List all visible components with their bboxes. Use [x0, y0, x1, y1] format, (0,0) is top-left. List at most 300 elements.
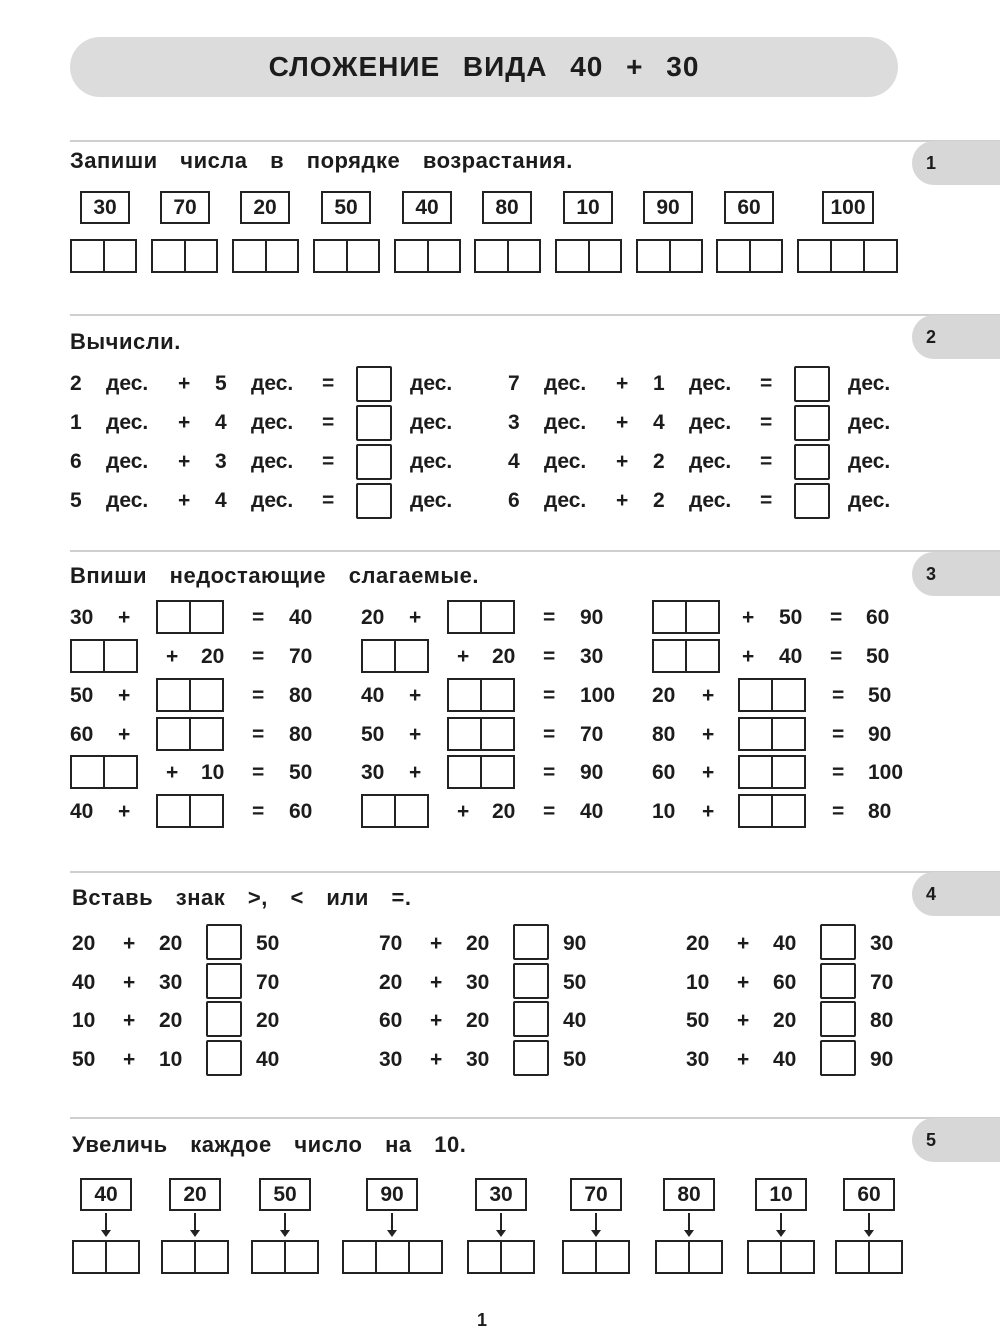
digit-cell[interactable]	[830, 241, 863, 271]
digit-cell[interactable]	[394, 641, 427, 671]
number-card: 70	[160, 191, 210, 224]
math-token: +	[616, 372, 629, 395]
math-token: дес.	[848, 372, 891, 395]
digit-cell[interactable]	[344, 1242, 375, 1272]
math-token: =	[543, 645, 556, 668]
comparison-sign-box[interactable]	[820, 924, 856, 960]
math-token: 1	[70, 411, 82, 434]
digit-cell[interactable]	[657, 1242, 688, 1272]
math-token: 80	[870, 1009, 894, 1032]
number-card: 10	[563, 191, 613, 224]
math-token: 40	[361, 684, 385, 707]
math-token: +	[702, 761, 715, 784]
math-token: =	[252, 800, 265, 823]
digit-cell[interactable]	[346, 241, 379, 271]
math-token: дес.	[410, 372, 453, 395]
math-token: дес.	[251, 411, 294, 434]
answer-box[interactable]	[232, 239, 299, 273]
section-divider	[70, 871, 1000, 873]
comparison-sign-box[interactable]	[820, 963, 856, 999]
exercise-2-heading: Вычисли.	[70, 329, 181, 354]
math-token: 40	[580, 800, 604, 823]
answer-box[interactable]	[161, 1240, 229, 1274]
answer-box[interactable]	[447, 600, 515, 634]
math-token: дес.	[106, 450, 149, 473]
answer-box[interactable]	[794, 444, 830, 480]
math-token: дес.	[689, 450, 732, 473]
math-token: 20	[201, 645, 225, 668]
digit-cell[interactable]	[771, 719, 804, 749]
math-token: =	[543, 684, 556, 707]
page-title: СЛОЖЕНИЕ ВИДА 40 + 30	[70, 37, 898, 97]
answer-box[interactable]	[447, 755, 515, 789]
digit-cell[interactable]	[480, 680, 513, 710]
digit-cell[interactable]	[253, 1242, 284, 1272]
digit-cell[interactable]	[863, 241, 896, 271]
math-token: 7	[508, 372, 520, 395]
math-token: =	[543, 606, 556, 629]
digit-cell[interactable]	[685, 602, 718, 632]
math-token: +	[409, 606, 422, 629]
digit-cell[interactable]	[588, 241, 621, 271]
number-card: 40	[402, 191, 452, 224]
digit-cell[interactable]	[315, 241, 346, 271]
math-token: дес.	[251, 489, 294, 512]
digit-cell[interactable]	[740, 757, 771, 787]
down-arrow-icon	[194, 1213, 196, 1231]
answer-box[interactable]	[361, 794, 429, 828]
math-token: 30	[159, 971, 183, 994]
answer-box[interactable]	[794, 483, 830, 519]
number-card: 90	[366, 1178, 418, 1211]
math-token: +	[409, 723, 422, 746]
answer-box[interactable]	[156, 794, 224, 828]
math-token: 30	[70, 606, 94, 629]
math-token: 40	[289, 606, 313, 629]
answer-box[interactable]	[356, 366, 392, 402]
digit-cell[interactable]	[654, 641, 685, 671]
math-token: +	[123, 1009, 136, 1032]
number-card: 10	[755, 1178, 807, 1211]
digit-cell[interactable]	[780, 1242, 813, 1272]
down-arrow-icon	[391, 1213, 393, 1231]
digit-cell[interactable]	[72, 757, 103, 787]
math-token: 30	[361, 761, 385, 784]
answer-box[interactable]	[156, 600, 224, 634]
math-token: 50	[868, 684, 892, 707]
digit-cell[interactable]	[480, 757, 513, 787]
math-token: 60	[652, 761, 676, 784]
math-token: =	[322, 372, 335, 395]
math-token: =	[760, 372, 773, 395]
math-token: +	[409, 684, 422, 707]
digit-cell[interactable]	[749, 241, 782, 271]
digit-cell[interactable]	[72, 241, 103, 271]
comparison-sign-box[interactable]	[206, 1001, 242, 1037]
digit-cell[interactable]	[771, 680, 804, 710]
math-token: 20	[159, 932, 183, 955]
digit-cell[interactable]	[375, 1242, 408, 1272]
math-token: +	[118, 684, 131, 707]
math-token: +	[737, 1048, 750, 1071]
math-token: 50	[289, 761, 313, 784]
comparison-sign-box[interactable]	[820, 1040, 856, 1076]
comparison-sign-box[interactable]	[206, 1040, 242, 1076]
answer-box[interactable]	[447, 678, 515, 712]
digit-cell[interactable]	[396, 241, 427, 271]
math-token: +	[742, 645, 755, 668]
math-token: 40	[256, 1048, 280, 1071]
math-token: +	[178, 411, 191, 434]
math-token: 80	[652, 723, 676, 746]
math-token: 20	[379, 971, 403, 994]
answer-box[interactable]	[72, 1240, 140, 1274]
math-token: дес.	[410, 489, 453, 512]
digit-cell[interactable]	[557, 241, 588, 271]
digit-cell[interactable]	[163, 1242, 194, 1272]
digit-cell[interactable]	[480, 719, 513, 749]
digit-cell[interactable]	[189, 602, 222, 632]
math-token: 4	[215, 489, 227, 512]
math-token: 50	[686, 1009, 710, 1032]
digit-cell[interactable]	[654, 602, 685, 632]
digit-cell[interactable]	[688, 1242, 721, 1272]
answer-box[interactable]	[738, 678, 806, 712]
digit-cell[interactable]	[103, 241, 136, 271]
digit-cell[interactable]	[740, 719, 771, 749]
math-token: 20	[466, 1009, 490, 1032]
answer-box[interactable]	[738, 794, 806, 828]
exercise-number-tab: 4	[912, 872, 1000, 916]
answer-box[interactable]	[313, 239, 380, 273]
math-token: 20	[72, 932, 96, 955]
math-token: 60	[773, 971, 797, 994]
answer-box[interactable]	[251, 1240, 319, 1274]
math-token: +	[702, 684, 715, 707]
digit-cell[interactable]	[564, 1242, 595, 1272]
digit-cell[interactable]	[265, 241, 298, 271]
comparison-sign-box[interactable]	[820, 1001, 856, 1037]
down-arrow-icon	[500, 1213, 502, 1231]
math-token: +	[702, 723, 715, 746]
answer-box[interactable]	[794, 366, 830, 402]
math-token: =	[760, 489, 773, 512]
math-token: 20	[159, 1009, 183, 1032]
digit-cell[interactable]	[469, 1242, 500, 1272]
math-token: 80	[868, 800, 892, 823]
digit-cell[interactable]	[408, 1242, 441, 1272]
digit-cell[interactable]	[868, 1242, 901, 1272]
answer-box[interactable]	[156, 717, 224, 751]
math-token: +	[118, 800, 131, 823]
digit-cell[interactable]	[363, 641, 394, 671]
math-token: 4	[653, 411, 665, 434]
answer-box[interactable]	[555, 239, 622, 273]
number-card: 60	[724, 191, 774, 224]
digit-cell[interactable]	[105, 1242, 138, 1272]
math-token: +	[742, 606, 755, 629]
answer-box[interactable]	[636, 239, 703, 273]
digit-cell[interactable]	[449, 757, 480, 787]
exercise-number-tab: 2	[912, 315, 1000, 359]
math-token: +	[457, 645, 470, 668]
answer-box[interactable]	[738, 717, 806, 751]
answer-box[interactable]	[151, 239, 218, 273]
exercise-number-tab: 5	[912, 1118, 1000, 1162]
math-token: 20	[652, 684, 676, 707]
down-arrow-icon	[688, 1213, 690, 1231]
digit-cell[interactable]	[189, 796, 222, 826]
math-token: 20	[492, 800, 516, 823]
math-token: 5	[70, 489, 82, 512]
math-token: 5	[215, 372, 227, 395]
math-token: дес.	[410, 411, 453, 434]
section-divider	[70, 140, 1000, 142]
math-token: 40	[563, 1009, 587, 1032]
math-token: +	[616, 450, 629, 473]
digit-cell[interactable]	[507, 241, 540, 271]
math-token: 80	[289, 723, 313, 746]
digit-cell[interactable]	[74, 1242, 105, 1272]
digit-cell[interactable]	[740, 680, 771, 710]
math-token: +	[737, 1009, 750, 1032]
math-token: дес.	[544, 489, 587, 512]
math-token: =	[830, 645, 843, 668]
digit-cell[interactable]	[427, 241, 460, 271]
digit-cell[interactable]	[449, 719, 480, 749]
math-token: +	[737, 932, 750, 955]
math-token: 50	[361, 723, 385, 746]
math-token: 10	[652, 800, 676, 823]
digit-cell[interactable]	[103, 757, 136, 787]
down-arrow-icon	[284, 1213, 286, 1231]
math-token: 90	[580, 606, 604, 629]
digit-cell[interactable]	[194, 1242, 227, 1272]
digit-cell[interactable]	[718, 241, 749, 271]
math-token: 70	[289, 645, 313, 668]
digit-cell[interactable]	[837, 1242, 868, 1272]
math-token: 30	[466, 1048, 490, 1071]
digit-cell[interactable]	[669, 241, 702, 271]
math-token: =	[832, 684, 845, 707]
math-token: =	[252, 761, 265, 784]
digit-cell[interactable]	[158, 796, 189, 826]
math-token: 3	[508, 411, 520, 434]
exercise-5-heading: Увеличь каждое число на 10.	[72, 1132, 467, 1157]
digit-cell[interactable]	[771, 796, 804, 826]
math-token: +	[166, 761, 179, 784]
answer-box[interactable]	[652, 600, 720, 634]
math-token: 50	[866, 645, 890, 668]
number-card: 50	[321, 191, 371, 224]
math-token: +	[123, 1048, 136, 1071]
digit-cell[interactable]	[799, 241, 830, 271]
math-token: =	[543, 800, 556, 823]
exercise-number-tab: 1	[912, 141, 1000, 185]
digit-cell[interactable]	[476, 241, 507, 271]
math-token: +	[616, 489, 629, 512]
math-token: 60	[379, 1009, 403, 1032]
math-token: +	[166, 645, 179, 668]
comparison-sign-box[interactable]	[513, 924, 549, 960]
digit-cell[interactable]	[500, 1242, 533, 1272]
math-token: 90	[870, 1048, 894, 1071]
answer-box[interactable]	[356, 483, 392, 519]
answer-box[interactable]	[361, 639, 429, 673]
digit-cell[interactable]	[449, 680, 480, 710]
math-token: 50	[563, 1048, 587, 1071]
math-token: 20	[361, 606, 385, 629]
answer-box[interactable]	[447, 717, 515, 751]
math-token: 2	[653, 489, 665, 512]
answer-box[interactable]	[797, 239, 898, 273]
number-card: 90	[643, 191, 693, 224]
digit-cell[interactable]	[480, 602, 513, 632]
math-token: +	[178, 489, 191, 512]
digit-cell[interactable]	[394, 796, 427, 826]
digit-cell[interactable]	[158, 680, 189, 710]
math-token: 50	[256, 932, 280, 955]
math-token: 1	[653, 372, 665, 395]
comparison-sign-box[interactable]	[206, 924, 242, 960]
math-token: 100	[868, 761, 904, 784]
answer-box[interactable]	[394, 239, 461, 273]
section-divider	[70, 1117, 1000, 1119]
math-token: =	[760, 411, 773, 434]
answer-box[interactable]	[562, 1240, 630, 1274]
math-token: 3	[215, 450, 227, 473]
math-token: 6	[70, 450, 82, 473]
answer-box[interactable]	[342, 1240, 443, 1274]
digit-cell[interactable]	[284, 1242, 317, 1272]
answer-box[interactable]	[835, 1240, 903, 1274]
digit-cell[interactable]	[449, 602, 480, 632]
math-token: дес.	[848, 450, 891, 473]
answer-box[interactable]	[467, 1240, 535, 1274]
digit-cell[interactable]	[189, 719, 222, 749]
exercise-3-heading: Впиши недостающие слагаемые.	[70, 563, 479, 588]
math-token: 60	[866, 606, 890, 629]
digit-cell[interactable]	[363, 796, 394, 826]
digit-cell[interactable]	[749, 1242, 780, 1272]
math-token: =	[252, 606, 265, 629]
math-token: 20	[492, 645, 516, 668]
math-token: 70	[870, 971, 894, 994]
number-card: 100	[822, 191, 874, 224]
math-token: 40	[773, 1048, 797, 1071]
math-token: 40	[70, 800, 94, 823]
answer-box[interactable]	[356, 444, 392, 480]
math-token: =	[322, 411, 335, 434]
math-token: 80	[289, 684, 313, 707]
math-token: 20	[256, 1009, 280, 1032]
math-token: +	[118, 723, 131, 746]
math-token: дес.	[848, 411, 891, 434]
math-token: дес.	[410, 450, 453, 473]
answer-box[interactable]	[70, 239, 137, 273]
down-arrow-icon	[105, 1213, 107, 1231]
math-token: +	[430, 971, 443, 994]
math-token: 70	[256, 971, 280, 994]
comparison-sign-box[interactable]	[513, 963, 549, 999]
digit-cell[interactable]	[685, 641, 718, 671]
digit-cell[interactable]	[158, 602, 189, 632]
math-token: =	[832, 800, 845, 823]
comparison-sign-box[interactable]	[513, 1040, 549, 1076]
math-token: +	[118, 606, 131, 629]
math-token: 60	[70, 723, 94, 746]
math-token: дес.	[251, 372, 294, 395]
answer-box[interactable]	[70, 755, 138, 789]
digit-cell[interactable]	[740, 796, 771, 826]
digit-cell[interactable]	[103, 641, 136, 671]
digit-cell[interactable]	[72, 641, 103, 671]
math-token: 90	[868, 723, 892, 746]
math-token: =	[760, 450, 773, 473]
answer-box[interactable]	[794, 405, 830, 441]
math-token: 90	[563, 932, 587, 955]
math-token: +	[178, 372, 191, 395]
number-card: 50	[259, 1178, 311, 1211]
answer-box[interactable]	[356, 405, 392, 441]
down-arrow-icon	[595, 1213, 597, 1231]
math-token: 50	[779, 606, 803, 629]
answer-box[interactable]	[652, 639, 720, 673]
math-token: =	[543, 761, 556, 784]
digit-cell[interactable]	[234, 241, 265, 271]
math-token: дес.	[544, 372, 587, 395]
comparison-sign-box[interactable]	[206, 963, 242, 999]
math-token: дес.	[848, 489, 891, 512]
number-card: 60	[843, 1178, 895, 1211]
math-token: 10	[201, 761, 225, 784]
math-token: 30	[379, 1048, 403, 1071]
digit-cell[interactable]	[771, 757, 804, 787]
math-token: 6	[508, 489, 520, 512]
digit-cell[interactable]	[184, 241, 217, 271]
answer-box[interactable]	[738, 755, 806, 789]
digit-cell[interactable]	[638, 241, 669, 271]
math-token: 4	[215, 411, 227, 434]
answer-box[interactable]	[716, 239, 783, 273]
page-number: 1	[476, 1310, 487, 1330]
answer-box[interactable]	[655, 1240, 723, 1274]
math-token: 20	[773, 1009, 797, 1032]
math-token: 4	[508, 450, 520, 473]
math-token: +	[430, 932, 443, 955]
math-token: +	[616, 411, 629, 434]
answer-box[interactable]	[156, 678, 224, 712]
answer-box[interactable]	[474, 239, 541, 273]
comparison-sign-box[interactable]	[513, 1001, 549, 1037]
math-token: дес.	[106, 372, 149, 395]
down-arrow-icon	[780, 1213, 782, 1231]
digit-cell[interactable]	[595, 1242, 628, 1272]
math-token: дес.	[106, 411, 149, 434]
digit-cell[interactable]	[189, 680, 222, 710]
math-token: =	[252, 684, 265, 707]
digit-cell[interactable]	[158, 719, 189, 749]
math-token: +	[178, 450, 191, 473]
math-token: 20	[686, 932, 710, 955]
digit-cell[interactable]	[153, 241, 184, 271]
answer-box[interactable]	[70, 639, 138, 673]
math-token: 50	[70, 684, 94, 707]
math-token: +	[123, 932, 136, 955]
answer-box[interactable]	[747, 1240, 815, 1274]
math-token: 100	[580, 684, 616, 707]
math-token: =	[252, 723, 265, 746]
